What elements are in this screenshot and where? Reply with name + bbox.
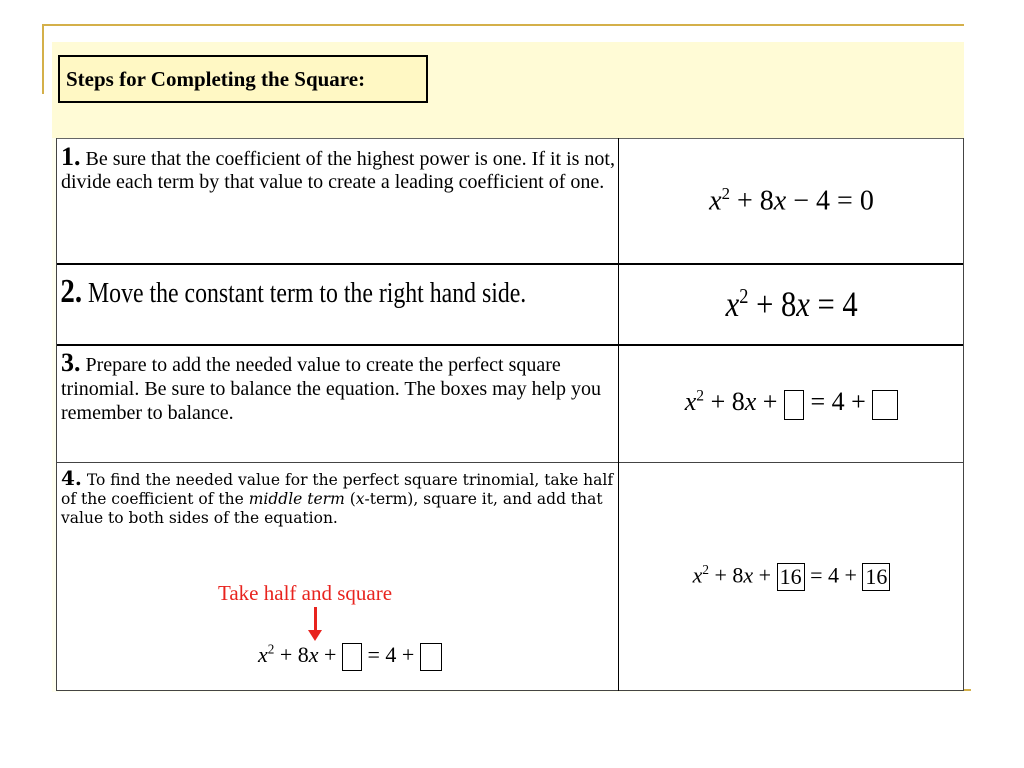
blank-box [420,643,442,671]
blank-box [342,643,362,671]
decorative-left-line [42,24,44,94]
step-4-equation-cell [619,463,964,690]
step-3-equation-cell [619,345,964,462]
annotation-label: Take half and square [218,581,393,605]
step-1-equation: $x^2 + 8x - 4 = 0$ [709,184,874,217]
step-2-equation: $x^2 + 8x = 4$ [725,284,858,324]
blank-box [784,390,804,420]
step-1-number: 1. [61,142,81,171]
step-4-text-var: x [355,490,365,508]
step-3-number: 3. [61,348,81,377]
value-box: 16 [777,563,805,591]
step-2-text-cell [56,264,619,344]
step-4-equation: $x^2 + 8x + 16 = 4 + 16$ [693,562,891,591]
step-2-text: Move the constant term to the right hand side. [88,278,527,309]
step-1-text-cell [56,139,619,263]
step-2-equation-cell [619,264,964,344]
value-box: 16 [862,563,890,591]
step-4-text-after: -term), square it, and add that value to both sides of the equation. [61,490,603,527]
row-divider [56,263,964,265]
step-3-equation: $x^2 + 8x$ + = 4 + [685,387,899,419]
step-2-number: 2. [60,273,83,310]
step-4-text-before: To find the needed value for the perfect square trinomial, take half of the coefficient of the [61,471,614,508]
step-4-text-paren: ( [344,490,356,508]
step-4-text-emph: middle term [248,490,345,508]
table-left-border [56,138,57,691]
table-top-border [56,138,964,139]
row-divider [56,462,964,463]
step-1-equation-cell [619,139,964,263]
step-3-text-cell [56,345,619,462]
row-divider [56,344,964,346]
column-divider [618,138,619,691]
blank-box [872,390,898,420]
page-title: Steps for Completing the Square: [58,55,428,103]
step-4-inner-equation: $x^2 + 8x$ + = 4 + [258,642,442,671]
down-arrow-head [308,630,322,641]
step-3-text: Prepare to add the needed value to create the perfect square trinomial. Be sure to balance the equation. The boxes may help you remember to balance. [61,354,602,424]
table-right-border [963,138,964,691]
step-4-number: 4. [61,466,82,490]
table-bottom-border [56,690,964,691]
step-1-text: Be sure that the coefficient of the highest power is one. If it is not, divide each term by that value to create a leading coefficient of one. [61,148,615,193]
decorative-top-line [42,24,964,26]
